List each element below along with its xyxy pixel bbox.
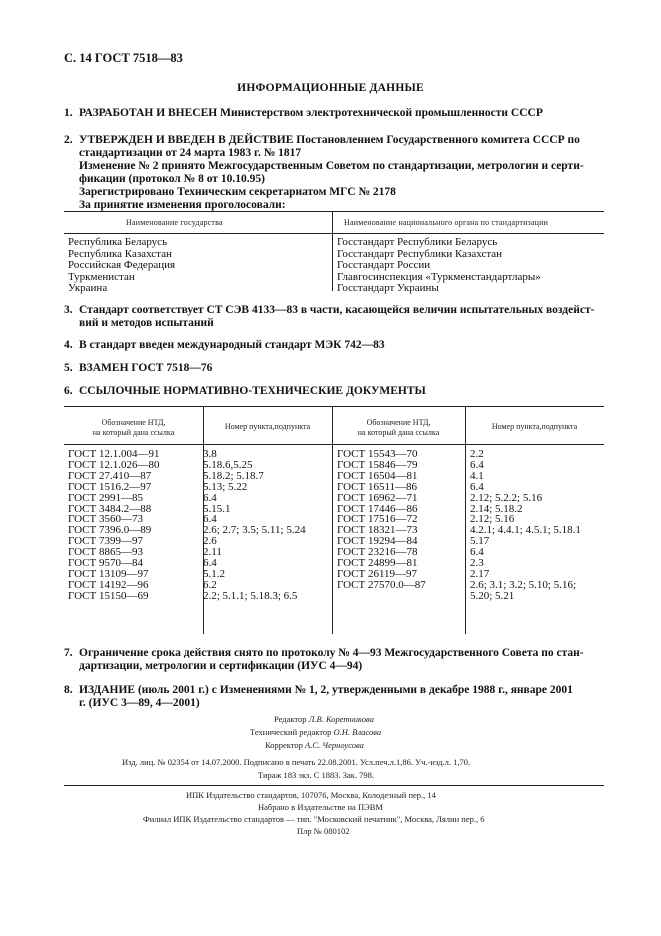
page-header: С. 14 ГОСТ 7518—83 — [64, 51, 183, 65]
reference-item-cell: 2.12; 5.2.2; 5.16 — [470, 491, 543, 504]
left-item-column — [203, 449, 306, 602]
corrector-line — [265, 740, 364, 750]
reference-item-cell: 2.6; 2.7; 3.5; 5.11; 5.24 — [203, 524, 306, 537]
reference-doc-cell: ГОСТ 24899—81 — [337, 557, 418, 570]
editor-label: Редактор — [274, 714, 307, 724]
reference-item-cell: 2.3 — [470, 557, 484, 570]
license-line: Изд. лиц. № 02354 от 14.07.2000. Подписано в печать 22.08.2001. Усл.печ.л.1,86. Уч.-изд.л. 1,70. — [122, 757, 471, 767]
reference-doc-cell: ГОСТ 15543—70 — [337, 448, 418, 460]
reference-item-cell: 2.2; 5.1.1; 5.18.3; 6.5 — [203, 589, 298, 602]
list-item: Украина — [68, 282, 108, 295]
list-item: Республика Беларусь — [68, 236, 168, 248]
reference-doc-cell: ГОСТ 19294—84 — [337, 535, 418, 548]
section-1 — [64, 107, 604, 120]
list-item: Республика Казахстан — [68, 247, 172, 260]
header-line: Обозначение НТД, — [101, 418, 166, 427]
list-item: Госстандарт Республики Беларусь — [337, 236, 498, 248]
reference-item-cell: 2.2 — [470, 448, 484, 460]
print-run-line: Тираж 183 экз. С 1883. Зак. 798. — [258, 770, 375, 780]
header-line: на который дана ссылка — [92, 428, 175, 437]
section-5 — [64, 362, 604, 375]
reference-item-cell: 2.6 — [203, 535, 217, 548]
section-number: 1. — [64, 107, 73, 119]
editor-name: Л.В. Коретникова — [308, 714, 374, 724]
reference-doc-cell: ГОСТ 26119—97 — [337, 567, 418, 580]
reference-item-cell: 5.18.2; 5.18.7 — [203, 469, 264, 482]
section-text: За принятие изменения проголосовали: — [79, 199, 286, 211]
reference-item-cell: 4.1 — [470, 469, 484, 482]
list-item: Госстандарт Украины — [337, 282, 439, 295]
section-text: В стандарт введен международный стандарт МЭК 742—83 — [79, 339, 385, 351]
section-number: 6. — [64, 385, 73, 397]
reference-item-cell: 6.4 — [203, 513, 217, 526]
list-item: Главгосинспекция «Туркменстандартлары» — [337, 270, 541, 283]
column-header-state: Наименование государства — [126, 218, 223, 227]
table-rule — [64, 444, 604, 445]
section-number: 2. — [64, 134, 73, 146]
section-text: Ограничение срока действия снято по протоколу № 4—93 Межгосударственного Совета по стан- — [79, 647, 584, 659]
table-divider — [332, 211, 333, 291]
section-text: Стандарт соответствует СТ СЭВ 4133—83 в части, касающейся величин испытательных воздейст- — [79, 304, 595, 316]
reference-doc-cell: ГОСТ 17446—86 — [337, 502, 418, 515]
table-rule — [64, 233, 604, 234]
reference-item-cell: 6.4 — [203, 557, 217, 570]
tech-editor-line — [250, 727, 381, 737]
section-3 — [64, 304, 604, 330]
section-text: г. (ИУС 3—89, 4—2001) — [79, 697, 200, 709]
reference-doc-cell: ГОСТ 8865—93 — [68, 546, 143, 559]
section-2 — [64, 134, 604, 212]
reference-doc-cell: ГОСТ 27.410—87 — [68, 469, 152, 482]
list-item: Туркменистан — [68, 270, 135, 283]
reference-doc-cell: ГОСТ 16511—86 — [337, 480, 418, 493]
reference-doc-cell: ГОСТ 12.1.004—91 — [68, 448, 160, 460]
column-header-body: Наименование национального органа по стандартизации — [344, 218, 549, 227]
reference-doc-cell: ГОСТ 7396.0—89 — [68, 524, 152, 537]
column-header-item: Номер пункта,подпункта — [224, 422, 311, 431]
tech-editor-label: Технический редактор — [250, 727, 332, 737]
reference-doc-cell: ГОСТ 3560—73 — [68, 513, 143, 526]
section-7 — [64, 647, 604, 673]
reference-item-cell: 5.17 — [470, 535, 490, 548]
reference-doc-cell: ГОСТ 9570—84 — [68, 557, 143, 570]
list-item: Российская Федерация — [68, 259, 176, 272]
states-column — [68, 237, 175, 295]
bodies-column — [337, 237, 541, 295]
section-text: ВЗАМЕН ГОСТ 7518—76 — [79, 362, 213, 374]
section-8 — [64, 684, 604, 710]
reference-doc-cell: ГОСТ 14192—96 — [68, 578, 149, 591]
table-rule — [64, 406, 604, 407]
table-divider — [465, 406, 466, 634]
reference-doc-cell: ГОСТ 13109—97 — [68, 567, 149, 580]
table-rule — [64, 211, 604, 212]
reference-item-cell: 2.11 — [203, 546, 222, 559]
reference-item-cell: 5.18.6,5.25 — [203, 458, 253, 471]
left-doc-column — [68, 449, 159, 602]
separator-line — [64, 785, 604, 786]
reference-doc-cell: ГОСТ 17516—72 — [337, 513, 418, 526]
reference-doc-cell: ГОСТ 2991—85 — [68, 491, 143, 504]
section-text: РАЗРАБОТАН И ВНЕСЕН Министерством электротехнической промышленности СССР — [79, 107, 543, 119]
reference-doc-cell: ГОСТ 3484.2—88 — [68, 502, 152, 515]
corrector-label: Корректор — [265, 740, 303, 750]
list-item: Госстандарт Республики Казахстан — [337, 247, 503, 260]
section-text: Зарегистрировано Техническим секретариатом МГС № 2178 — [79, 186, 396, 198]
section-number: 8. — [64, 684, 73, 696]
reference-doc-cell: ГОСТ 15150—69 — [68, 589, 149, 602]
right-item-column — [470, 449, 581, 602]
section-text: ИЗДАНИЕ (июль 2001 г.) с Изменениями № 1, 2, утвержденными в декабре 1988 г., январе 2001 — [79, 684, 573, 696]
column-header-doc — [332, 418, 465, 438]
publisher-line: Филиал ИПК Издательство стандартов — тип. "Московский печатник", Москва, Лялин пер., 6 — [143, 814, 485, 824]
reference-item-cell: 5.15.1 — [203, 502, 231, 515]
reference-item-cell: 6.4 — [470, 546, 484, 559]
reference-doc-cell: ГОСТ 1516.2—97 — [68, 480, 152, 493]
header-line: на который дана ссылка — [357, 428, 440, 437]
section-number: 7. — [64, 647, 73, 659]
reference-item-cell: 2.14; 5.18.2 — [470, 502, 523, 515]
section-6 — [64, 385, 604, 398]
corrector-name: А.С. Черноусова — [305, 740, 364, 750]
editor-line — [274, 714, 374, 724]
reference-item-cell: 6.4 — [470, 480, 484, 493]
reference-item-cell: 2.6; 3.1; 3.2; 5.10; 5.16; — [470, 578, 577, 591]
reference-item-cell: 3.8 — [203, 448, 217, 460]
right-doc-column — [337, 449, 426, 602]
reference-item-cell: 6.2 — [203, 578, 217, 591]
list-item: Госстандарт России — [337, 259, 431, 272]
section-text: стандартизации от 24 марта 1983 г. № 1817 — [79, 147, 302, 159]
reference-item-cell: 6.4 — [203, 491, 217, 504]
reference-item-cell: 4.2.1; 4.4.1; 4.5.1; 5.18.1 — [470, 524, 581, 537]
reference-doc-cell: ГОСТ 27570.0—87 — [337, 578, 426, 591]
reference-doc-cell: ГОСТ 15846—79 — [337, 458, 418, 471]
reference-doc-cell: ГОСТ 7399—97 — [68, 535, 143, 548]
publisher-line: ИПК Издательство стандартов, 107076, Москва, Колодезный пер., 14 — [186, 790, 436, 800]
section-text: ССЫЛОЧНЫЕ НОРМАТИВНО-ТЕХНИЧЕСКИЕ ДОКУМЕНТЫ — [79, 385, 426, 397]
reference-doc-cell: ГОСТ 18321—73 — [337, 524, 418, 537]
section-number: 4. — [64, 339, 73, 351]
column-header-item: Номер пункта,подпункта — [491, 422, 578, 431]
table-divider — [332, 406, 333, 634]
section-4 — [64, 339, 604, 352]
publisher-line: Плр № 080102 — [297, 826, 350, 836]
publisher-line: Набрано в Издательстве на ПЭВМ — [258, 802, 383, 812]
section-text: фикации (протокол № 8 от 10.10.95) — [79, 173, 265, 185]
reference-item-cell: 6.4 — [470, 458, 484, 471]
section-text: УТВЕРЖДЕН И ВВЕДЕН В ДЕЙСТВИЕ Постановлением Государственного комитета СССР по — [79, 134, 580, 146]
reference-doc-cell — [337, 591, 426, 602]
header-line: Обозначение НТД, — [366, 418, 431, 427]
reference-doc-cell: ГОСТ 16504—81 — [337, 469, 418, 482]
reference-doc-cell: ГОСТ 23216—78 — [337, 546, 418, 559]
section-number: 3. — [64, 304, 73, 316]
section-text: Изменение № 2 принято Межгосударственным Советом по стандартизации, метрологии и серти- — [79, 160, 584, 172]
reference-doc-cell: ГОСТ 16962—71 — [337, 491, 418, 504]
section-text: дартизации, метрологии и сертификации (ИУС 4—94) — [79, 660, 363, 672]
reference-item-cell: 5.1.2 — [203, 567, 225, 580]
reference-item-cell: 2.12; 5.16 — [470, 513, 515, 526]
column-header-doc — [64, 418, 203, 438]
reference-item-cell: 5.13; 5.22 — [203, 480, 248, 493]
tech-editor-name: О.Н. Власова — [333, 727, 382, 737]
reference-item-cell: 5.20; 5.21 — [470, 589, 515, 602]
section-text: вий и методов испытаний — [79, 317, 214, 329]
reference-item-cell: 2.17 — [470, 567, 490, 580]
section-number: 5. — [64, 362, 73, 374]
reference-doc-cell: ГОСТ 12.1.026—80 — [68, 458, 160, 471]
document-title: ИНФОРМАЦИОННЫЕ ДАННЫЕ — [237, 82, 424, 94]
